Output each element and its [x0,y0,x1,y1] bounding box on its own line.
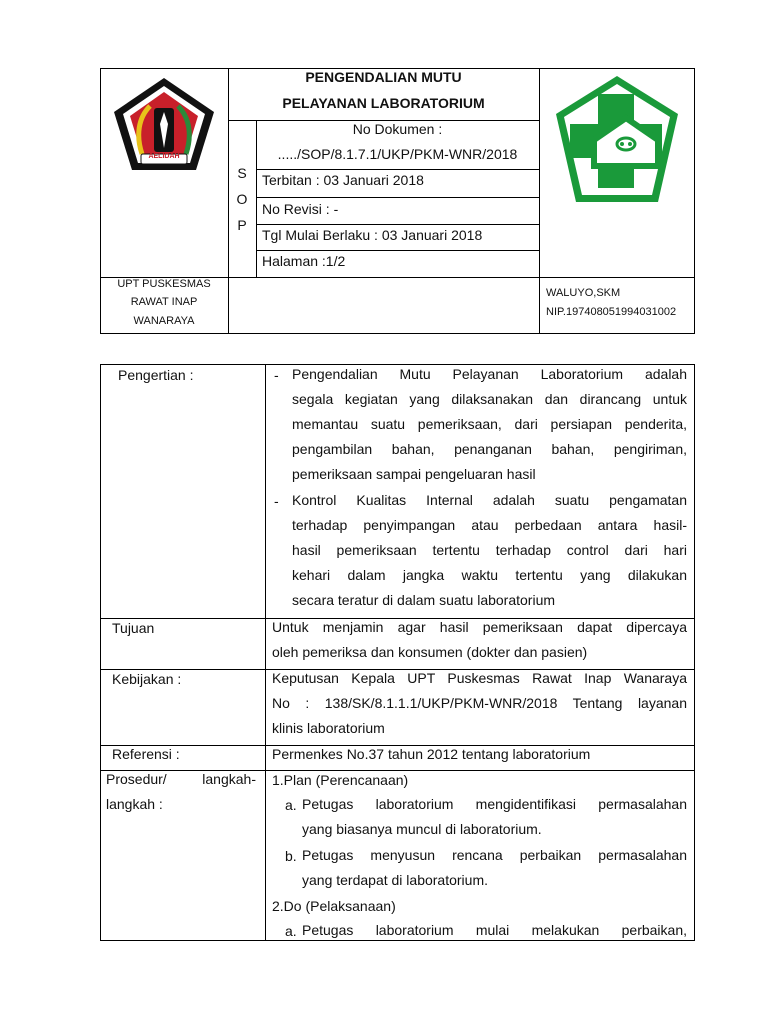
header-divider [256,197,539,198]
sop-letter-o: O [236,191,248,207]
label-tujuan: Tujuan [112,620,155,636]
signer-name: WALUYO,SKM [546,287,621,299]
tujuan-text: Untuk menjamin agar hasil pemeriksaan dapat dipercaya oleh pemeriksa dan konsumen (dokter dan pasien) [272,619,687,660]
revision-number: No Revisi : - [262,201,339,217]
regional-emblem-logo [108,74,220,176]
header-divider [256,169,539,170]
doc-number-value: ...../SOP/8.1.7.1/UKP/PKM-WNR/2018 [277,146,518,162]
label-pengertian: Pengertian : [118,367,194,383]
emblem-banner-text: AELIDAH [148,153,180,160]
bullet-dash: - [274,493,279,509]
referensi-text: Permenkes No.37 tahun 2012 tentang laboratorium [272,746,591,762]
signer-nip: NIP.197408051994031002 [546,306,677,318]
doc-number-label: No Dokumen : [352,121,443,137]
page-number: Halaman :1/2 [262,253,346,269]
prosedur-plan-b-marker: b. [285,848,297,864]
sop-letter-p: P [237,217,247,233]
pengertian-item-1: Pengendalian Mutu Pelayanan Laboratorium adalah segala kegiatan yang dilaksanakan dan dirancang untuk memantau suatu pemeriksaan, dari persiapan penderita, pengambilan bahan, penanganan bahan, pengiriman, pemeriksaan sampai pengeluaran hasil [292,366,687,482]
org-name-line-2: RAWAT INAP [130,296,198,308]
prosedur-do-a-text: Petugas laboratorium mulai melakukan perbaikan, [302,922,687,938]
label-referensi: Referensi : [112,746,180,762]
puskesmas-cross-logo [554,74,680,206]
header-divider [256,250,539,251]
title-line-1: PENGENDALIAN MUTU [305,69,462,85]
header-divider [256,224,539,225]
prosedur-do-heading: 2.Do (Pelaksanaan) [272,898,396,914]
title-line-2: PELAYANAN LABORATORIUM [282,95,485,111]
prosedur-plan-a-text: Petugas laboratorium mengidentifikasi permasalahan yang biasanya muncul di laboratorium. [302,796,687,837]
label-prosedur: Prosedur/ langkah- langkah : [106,771,256,812]
prosedur-plan-a-marker: a. [285,797,297,813]
pengertian-item-2: Kontrol Kualitas Internal adalah suatu pengamatan terhadap penyimpangan atau perbedaan antara hasil- hasil pemeriksaan tertentu terhadap control dari hari kehari dalam jangka waktu tertentu yang dilakukan secara teratur di dalam suatu laboratorium [292,492,687,608]
prosedur-plan-b-text: Petugas menyusun rencana perbaikan permasalahan yang terdapat di laboratorium. [302,847,687,888]
header-divider [539,69,540,334]
content-column-divider [265,365,266,941]
kebijakan-text: Keputusan Kepala UPT Puskesmas Rawat Inap Wanaraya No : 138/SK/8.1.1.1/UKP/PKM-WNR/2018 Tentang layanan klinis laboratorium [272,670,687,736]
terbitan-date: Terbitan : 03 Januari 2018 [262,172,424,188]
org-name-line-1: UPT PUSKESMAS [117,278,211,290]
sop-letter-s: S [237,165,247,181]
prosedur-plan-heading: 1.Plan (Perencanaan) [272,772,409,788]
label-kebijakan: Kebijakan : [112,671,182,687]
bullet-dash: - [274,367,279,383]
prosedur-do-a-marker: a. [285,923,297,939]
effective-date: Tgl Mulai Berlaku : 03 Januari 2018 [262,227,483,243]
header-divider [256,120,257,277]
org-name-line-3: WANARAYA [133,315,195,327]
